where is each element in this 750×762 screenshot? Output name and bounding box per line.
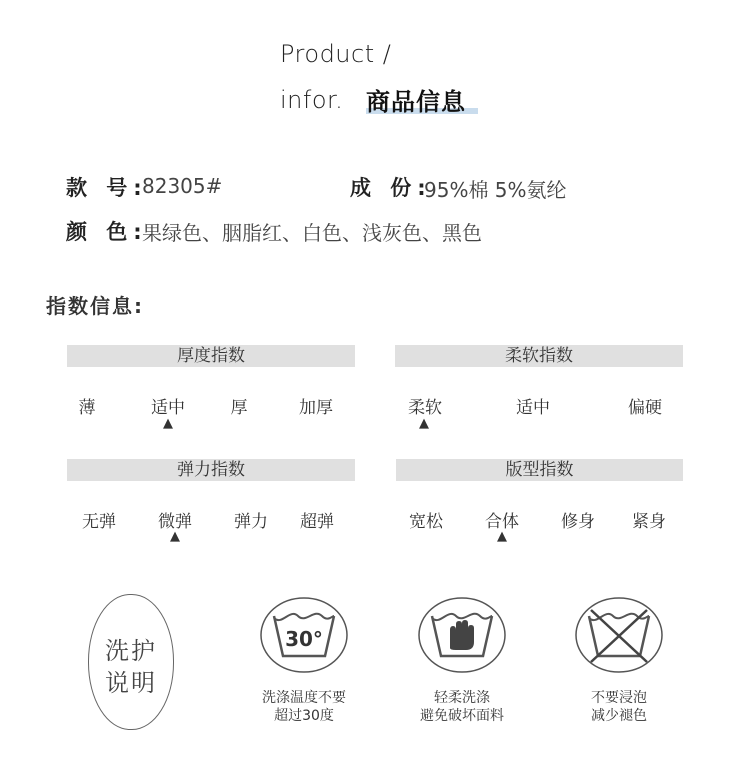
hand-wash-caption-line2: 避免破坏面料	[420, 708, 504, 724]
care-label-oval	[88, 594, 174, 730]
color-value: 果绿色、胭脂红、白色、浅灰色、黑色	[142, 221, 482, 245]
softness-selected-marker: ▲	[419, 416, 429, 431]
elasticity-index-bar: 弹力指数	[67, 459, 355, 481]
elasticity-option-slight: 微弹	[158, 512, 192, 532]
thickness-option-medium: 适中	[151, 398, 185, 418]
elasticity-option-elastic: 弹力	[234, 512, 268, 532]
no-soak-caption-line2: 减少褪色	[591, 708, 647, 724]
do-not-soak-icon	[575, 596, 663, 674]
fit-index-bar: 版型指数	[396, 459, 683, 481]
fit-option-loose: 宽松	[409, 512, 443, 532]
wash-temp-caption-line1: 洗涤温度不要	[262, 690, 346, 706]
header-product-label: Product /	[280, 40, 392, 68]
fit-selected-marker: ▲	[497, 529, 507, 544]
elasticity-selected-marker: ▲	[170, 529, 180, 544]
thickness-option-thin: 薄	[78, 398, 96, 418]
color-label: 颜 色:	[66, 220, 148, 244]
header-infor-label: infor.	[280, 86, 344, 114]
elasticity-option-super: 超弹	[300, 512, 334, 532]
thickness-option-extra-thick: 加厚	[299, 398, 333, 418]
material-value: 95%棉 5%氨纶	[424, 178, 567, 202]
softness-option-medium: 适中	[516, 398, 550, 418]
wash-30-icon	[260, 596, 348, 674]
material-label: 成 份:	[350, 176, 432, 200]
care-label-line2: 说明	[105, 669, 157, 697]
fit-option-slim: 修身	[561, 512, 595, 532]
hand-wash-caption-line1: 轻柔洗涤	[434, 690, 490, 706]
page-title: 商品信息	[366, 88, 466, 116]
style-number-label: 款 号:	[66, 176, 148, 200]
care-label-line1: 洗护	[105, 637, 157, 665]
softness-index-bar: 柔软指数	[395, 345, 683, 367]
fit-option-regular: 合体	[485, 512, 519, 532]
softness-option-soft: 柔软	[408, 398, 442, 418]
thickness-option-thick: 厚	[230, 398, 248, 418]
thickness-index-bar: 厚度指数	[67, 345, 355, 367]
thickness-selected-marker: ▲	[163, 416, 173, 431]
softness-option-stiff: 偏硬	[628, 398, 662, 418]
no-soak-caption-line1: 不要浸泡	[591, 690, 647, 706]
wash-temp-caption-line2: 超过30度	[274, 708, 334, 724]
style-number-value: 82305#	[142, 174, 223, 198]
fit-option-tight: 紧身	[632, 512, 666, 532]
wash-temperature-text: 30°	[285, 627, 323, 651]
elasticity-option-none: 无弹	[82, 512, 116, 532]
hand-wash-icon	[418, 596, 506, 674]
index-section-title: 指数信息:	[46, 294, 144, 318]
